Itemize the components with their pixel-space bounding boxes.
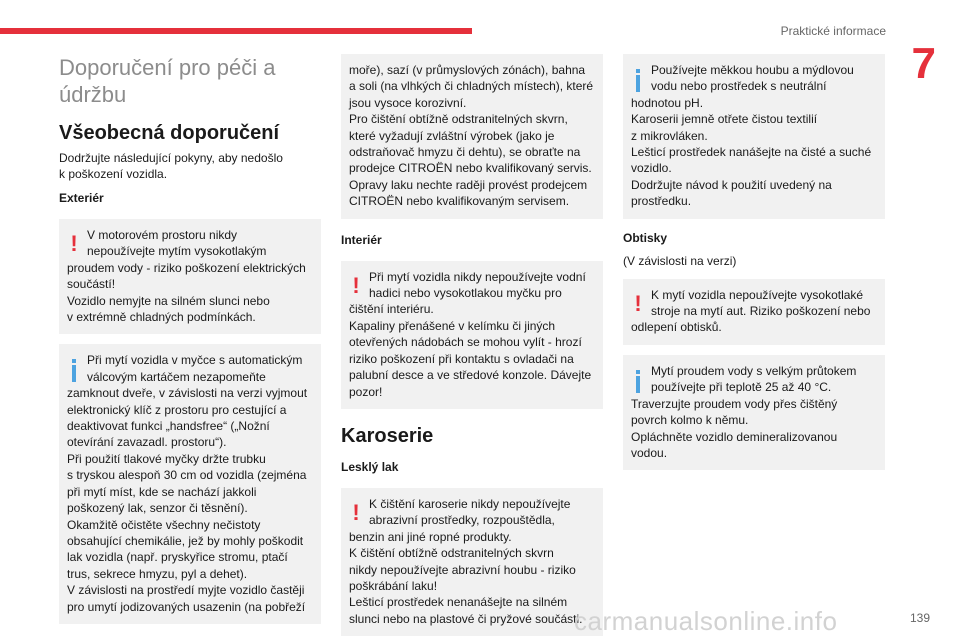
info-icon — [631, 369, 645, 393]
exterior-info-box: Při mytí vozidla v myčce s automatickým válcovým kartáčem nezapomeňte zamknout dveře, v závislosti na verzi vyjmout elektronický klíč z prostoru pro cestující a deaktivovat funkci „handsfree“ („Nožní otevírání zavazadl. prostoru“). Při použití tlakové myčky držte trubku s tryskou alespoň 30 cm od vozidla (zejména při mytí míst, kde se nachází jakkoli poškozený lak, senzor či těsnění). Okamžitě očistěte všechny nečistoty obsahující chemikálie, jež by mohly poškodit lak vozidla (např. pryskyřice stromu, ptačí trus, sekrece hmyzu, pyl a dehet). V závislosti na prostředí myjte vozidlo častěji pro umytí jodizovaných usazenin (na pobřeží — [59, 344, 321, 624]
warning-exclamation-icon: ! — [352, 499, 360, 525]
intro-text: Dodržujte následující pokyny, aby nedošlo k poškození vozidla. — [59, 151, 283, 181]
info-box-continued: moře), sazí (v průmyslových zónách), bahna a soli (na vlhkých či chladných místech), které jsou vysoce korozivní. Pro čištění obtížně odstranitelných skvrn, které vyžadují zvláštní výrobek (jako je odstraňovač hmyzu či dehtu), se obraťte na prodejce CITROËN nebo kvalifikovaný servis. Opravy laku nechte raději provést prodejcem CITROËN nebo kvalifikovaným servisem. — [341, 54, 603, 219]
sponge-info-box: Používejte měkkou houbu a mýdlovou vodu nebo prostředek s neutrální hodnotou pH. Karoserii jemně otřete čistou textilií z mikrovláken. Lešticí prostředek nanášejte na čisté a suché vozidlo. Dodržujte návod k použití uvedený na prostředku. — [623, 54, 885, 219]
page-number: 139 — [909, 611, 930, 625]
info-icon — [631, 68, 645, 92]
column-2 — [341, 54, 603, 640]
warning-exclamation-icon: ! — [70, 231, 78, 256]
exterior-heading: Exteriér — [59, 191, 104, 205]
glossy-paint-heading: Lesklý lak — [341, 459, 399, 474]
stickers-heading: Obtisky — [623, 230, 668, 245]
exterior-warning-box: ! V motorovém prostoru nikdy nepoužívejte mytím vysokotlakým proudem vody - riziko poškození elektrických součástí! Vozidlo nemyjte na silném slunci nebo v extrémně chladných podmínkách. — [59, 219, 321, 334]
glossy-paint-warning-box: ! K čištění karoserie nikdy nepoužívejte abrazivní prostředky, rozpouštědla, benzin ani jiné ropné produkty. K čištění obtížně odstranitelných skvrn nikdy nepoužívejte abrazivní houbu - riziko poškrábání laku! Lešticí prostředek nenanášejte na silném slunci nebo na plastové či pryžové součásti. — [341, 488, 603, 636]
warning-exclamation-icon: ! — [634, 290, 642, 316]
watermark: carmanualsonline.info — [574, 606, 838, 636]
general-recommendations-heading: Všeobecná doporučení — [59, 122, 280, 144]
interior-warning-box: ! Při mytí vozidla nikdy nepoužívejte vodní hadici nebo vysokotlakou myčku pro čištění interiéru. Kapaliny přenášené v kelímku či jiných otevřených nádobách se mohou vylít - hrozí riziko poškození při kontaktu s ovladači na palubní desce a ve středové konzole. Dávejte pozor! — [341, 261, 603, 409]
warning-exclamation-icon: ! — [352, 272, 360, 298]
chapter-number: 7 — [911, 39, 936, 88]
column-1 — [59, 54, 321, 633]
info-icon — [67, 358, 81, 382]
section-title: Doporučení pro péči a údržbu — [59, 55, 276, 107]
interior-heading: Interiér — [341, 232, 382, 247]
running-head: Praktické informace — [780, 24, 886, 38]
stickers-info-box: Mytí proudem vody s velkým průtokem používejte při teplotě 25 až 40 °C. Traverzujte proudem vody přes čištěný povrch kolmo k němu. Opláchněte vozidlo demineralizovanou vodou. — [623, 355, 885, 470]
bodywork-heading: Karoserie — [341, 424, 434, 447]
stickers-warning-box: ! K mytí vozidla nepoužívejte vysokotlaké stroje na mytí aut. Riziko poškození nebo odlepení obtisků. — [623, 279, 885, 345]
column-3 — [623, 54, 885, 479]
top-accent-bar — [0, 28, 472, 34]
stickers-version-note: (V závislosti na verzi) — [623, 253, 737, 268]
